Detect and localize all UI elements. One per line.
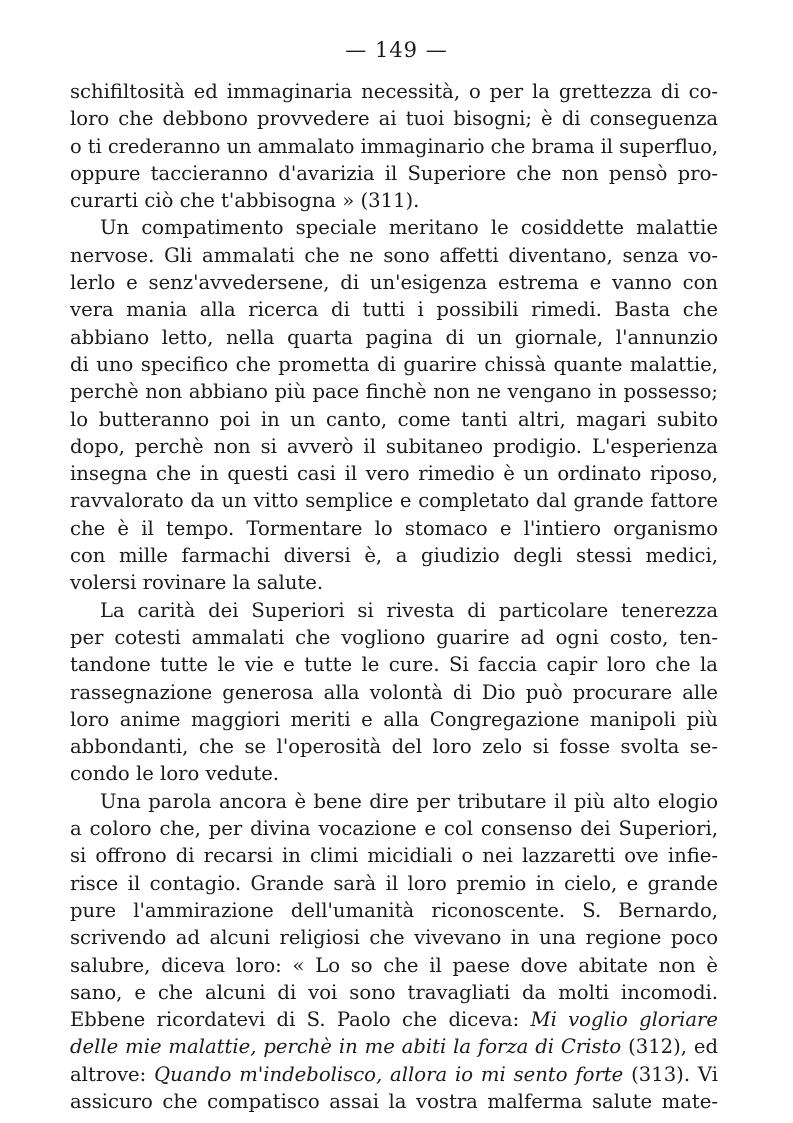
text-line <box>70 378 718 405</box>
italic-quote: Quando m'indebolisco, allora io mi sento forte <box>154 1062 624 1086</box>
text-line <box>70 760 718 787</box>
text-line <box>70 924 718 951</box>
text-line-content: perchè non abbiano più pace finchè non ne vengano in possesso; <box>70 380 718 404</box>
text-line-content: assicuro che compatisco assai la vostra malferma salute mate- <box>70 1089 718 1113</box>
text-line-content: pure l'ammirazione dell'umanità riconoscente. S. Bernardo, <box>70 898 718 922</box>
text-line <box>70 433 718 460</box>
text-line-content: salubre, diceva loro: « Lo so che il paese dove abitate non è <box>70 953 718 977</box>
text-line-content: rassegnazione generosa alla volontà di Dio può procurare alle <box>70 680 718 704</box>
text-line <box>70 1061 718 1088</box>
text-line-content: lerlo e senz'avvedersene, di un'esigenza estrema e vanno con <box>70 271 718 295</box>
text-line-content: Una parola ancora è bene dire per tributare il più alto elogio <box>100 789 718 813</box>
text-line-content: Un compatimento speciale meritano le cosiddette malattie <box>100 216 718 240</box>
text-line-content: ravvalorato da un vitto semplice e completato dal grande fattore <box>70 489 718 513</box>
text-line <box>70 679 718 706</box>
text-line <box>70 460 718 487</box>
text-line-content: che è il tempo. Tormentare lo stomaco e l'intiero organismo <box>70 516 718 540</box>
text-line <box>70 105 718 132</box>
text-line <box>70 870 718 897</box>
text-line-tail: (312), ed <box>621 1035 718 1059</box>
text-line-content: o ti crederanno un ammalato immaginario che brama il superfluo, <box>70 134 718 158</box>
text-line <box>70 487 718 514</box>
text-line <box>70 569 718 596</box>
text-line <box>70 788 718 815</box>
text-line <box>70 1006 718 1033</box>
text-line-content: di uno specifico che prometta di guarire chissà quante malattie, <box>70 352 718 376</box>
text-line-content: nervose. Gli ammalati che ne sono affetti diventano, senza vo- <box>70 243 718 267</box>
text-line-tail: (313). Vi <box>623 1062 718 1086</box>
text-line <box>70 597 718 624</box>
text-line <box>70 624 718 651</box>
text-line <box>70 296 718 323</box>
text-line-content: vera mania alla ricerca di tutti i possibili rimedi. Basta che <box>70 298 718 322</box>
text-line <box>70 952 718 979</box>
text-line-content: si offrono di recarsi in climi micidiali o nei lazzaretti ove infie- <box>70 844 718 868</box>
text-line-content: loro che debbono provvedere ai tuoi bisogni; è di conseguenza <box>70 107 718 131</box>
text-line-content: a coloro che, per divina vocazione e col consenso dei Superiori, <box>70 817 718 841</box>
text-line <box>70 979 718 1006</box>
text-line <box>70 214 718 241</box>
text-line-content: per cotesti ammalati che vogliono guarire ad ogni costo, ten- <box>70 625 718 649</box>
text-line <box>70 1088 718 1115</box>
text-line-content: dopo, perchè non si avverò il subitaneo prodigio. L'esperienza <box>70 434 718 458</box>
text-line <box>70 1033 718 1060</box>
text-line <box>70 269 718 296</box>
text-line <box>70 897 718 924</box>
text-line <box>70 515 718 542</box>
text-line <box>70 324 718 351</box>
text-line-content: loro anime maggiori meriti e alla Congregazione manipoli più <box>70 707 718 731</box>
text-line-content: oppure taccieranno d'avarizia il Superiore che non pensò pro- <box>70 161 718 185</box>
text-line <box>70 351 718 378</box>
italic-quote: Mi voglio gloriare <box>530 1008 719 1032</box>
text-line <box>70 406 718 433</box>
text-line-content: sano, e che alcuni di voi sono travagliati da molti incomodi. <box>70 980 718 1004</box>
text-line <box>70 815 718 842</box>
text-line-content: Ebbene ricordatevi di S. Paolo che diceva: <box>70 1008 531 1032</box>
italic-quote: delle mie malattie, perchè in me abiti la forza di Cristo <box>70 1035 622 1059</box>
text-line <box>70 842 718 869</box>
text-line-content: insegna che in questi casi il vero rimedio è un ordinato riposo, <box>70 462 718 486</box>
text-line-content: curarti ciò che t'abbisogna » (311). <box>70 189 420 213</box>
text-line <box>70 651 718 678</box>
text-line-content: lo butteranno poi in un canto, come tanti altri, magari subito <box>70 407 718 431</box>
text-line-content: schifiltosità ed immaginaria necessità, o per la grettezza di co- <box>70 80 718 103</box>
text-line <box>70 706 718 733</box>
body-text <box>70 78 718 1115</box>
page-number: — 149 — <box>345 38 448 62</box>
text-line-content: abbondanti, che se l'operosità del loro zelo si fosse svolta se- <box>70 735 718 759</box>
text-line-content: scrivendo ad alcuni religiosi che vivevano in una regione poco <box>70 926 718 950</box>
text-line <box>70 242 718 269</box>
text-line-content: con mille farmachi diversi è, a giudizio degli stessi medici, <box>70 544 718 568</box>
text-line-content: risce il contagio. Grande sarà il loro premio in cielo, e grande <box>70 871 718 895</box>
text-line <box>70 187 718 214</box>
text-line <box>70 133 718 160</box>
text-line-content: tandone tutte le vie e tutte le cure. Si faccia capir loro che la <box>70 653 718 677</box>
text-line <box>70 733 718 760</box>
text-line-content: altrove: <box>70 1062 155 1086</box>
text-line <box>70 542 718 569</box>
text-line-content: abbiano letto, nella quarta pagina di un giornale, l'annunzio <box>70 325 718 349</box>
text-line-content: condo le loro vedute. <box>70 762 280 786</box>
text-line-content: La carità dei Superiori si rivesta di particolare tenerezza <box>100 598 718 622</box>
text-line <box>70 160 718 187</box>
text-line-content: volersi rovinare la salute. <box>70 571 324 595</box>
text-line <box>70 78 718 105</box>
